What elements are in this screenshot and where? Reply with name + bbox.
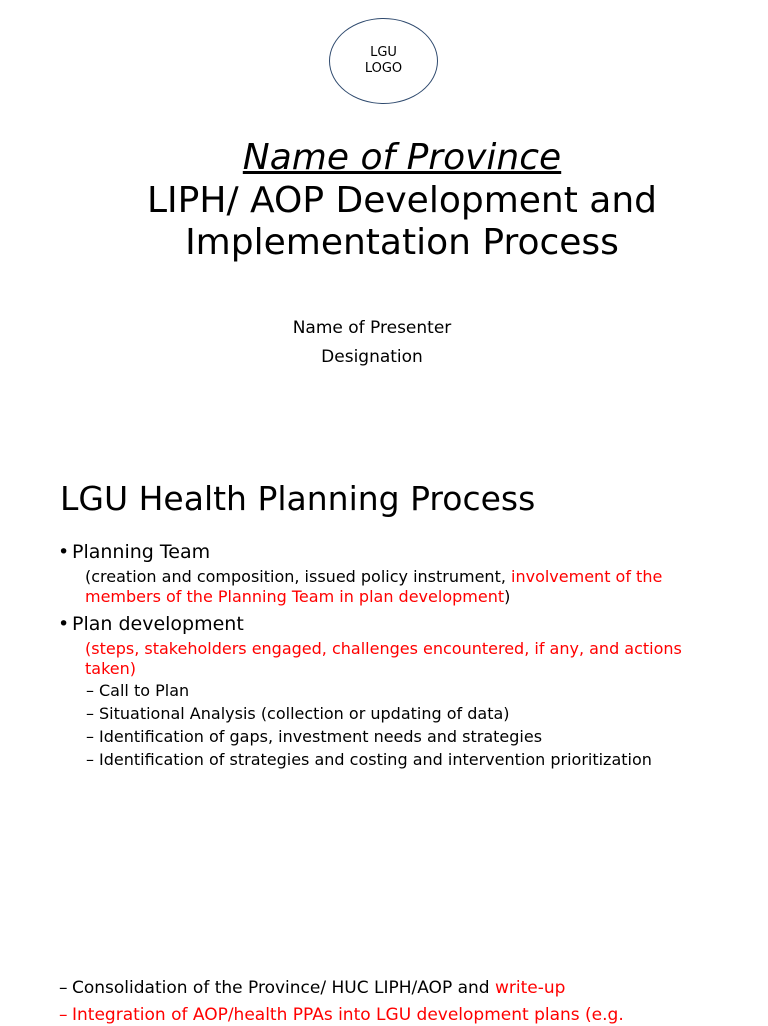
plan-development-detail: (steps, stakeholders engaged, challenges encountered, if any, and actions taken) bbox=[85, 639, 682, 678]
dash-marker: – bbox=[86, 704, 94, 723]
list-item bbox=[86, 727, 726, 747]
slide-title-line1: LIPH/ AOP Development and bbox=[146, 180, 658, 221]
detail-text: (creation and composition, issued policy instrument, bbox=[85, 567, 512, 586]
list-item bbox=[86, 750, 696, 770]
bullet-label: Plan development bbox=[72, 613, 244, 635]
slide-title bbox=[0, 180, 768, 264]
list-item bbox=[86, 681, 726, 701]
slide-title-line2: Implementation Process bbox=[185, 222, 619, 263]
bullet-marker: • bbox=[58, 613, 70, 635]
section-heading: LGU Health Planning Process bbox=[60, 479, 536, 518]
planning-team-detail bbox=[85, 567, 725, 607]
logo-text-line2: LOGO bbox=[364, 61, 403, 76]
list-item-text-highlight: write-up bbox=[494, 978, 566, 998]
list-item-text: Call to Plan bbox=[99, 681, 190, 700]
list-item-integration bbox=[59, 1004, 759, 1026]
dash-marker: – bbox=[59, 1005, 68, 1025]
logo-text-line1: LGU bbox=[370, 45, 397, 60]
bullet-plan-development bbox=[58, 612, 244, 636]
dash-marker: – bbox=[86, 681, 94, 700]
presenter-designation: Designation bbox=[321, 347, 423, 367]
list-item bbox=[86, 704, 726, 724]
detail-text-highlight: involvement of the members of the Planning Team in plan development bbox=[85, 567, 663, 606]
list-item-consolidation bbox=[59, 977, 759, 999]
list-item-text: Identification of gaps, investment needs and strategies bbox=[99, 727, 543, 746]
detail-text-close: ) bbox=[504, 587, 511, 606]
dash-marker: – bbox=[86, 727, 94, 746]
list-item-text: Situational Analysis (collection or updating of data) bbox=[99, 704, 510, 723]
dash-marker: – bbox=[59, 978, 68, 998]
list-item-text: Identification of strategies and costing and intervention prioritization bbox=[99, 750, 652, 769]
bullet-label: Planning Team bbox=[72, 541, 211, 563]
presenter-name: Name of Presenter bbox=[292, 318, 452, 338]
list-item-text: Consolidation of the Province/ HUC LIPH/AOP and bbox=[72, 978, 495, 998]
bullet-planning-team bbox=[58, 540, 210, 564]
bullet-marker: • bbox=[58, 541, 70, 563]
province-name: Name of Province bbox=[242, 137, 562, 178]
list-item-text: Integration of AOP/health PPAs into LGU development plans (e.g. bbox=[72, 1005, 624, 1025]
dash-marker: – bbox=[86, 750, 94, 769]
lgu-logo-placeholder bbox=[329, 18, 438, 104]
